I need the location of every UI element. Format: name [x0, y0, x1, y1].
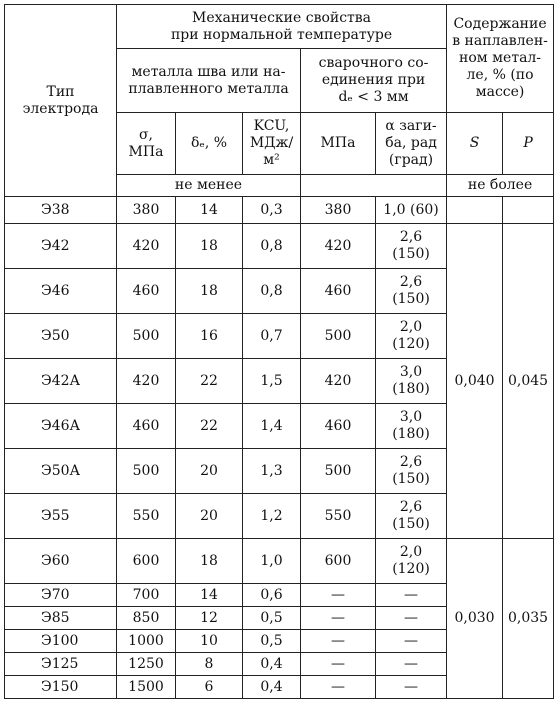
header-not-more: не более: [447, 175, 554, 197]
header-mechanical-properties: Механические свойства при нормальной температуре: [117, 5, 447, 49]
header-electrode-type: Тип электрода: [5, 5, 117, 197]
row-sigma: 700: [117, 584, 176, 607]
row-alpha: 3,0 (180): [376, 404, 447, 449]
row-mpa: —: [301, 584, 376, 607]
row-mpa: —: [301, 607, 376, 630]
row-type: Э50: [5, 314, 117, 359]
row-alpha: 3,0 (180): [376, 359, 447, 404]
row-kcu: 0,8: [243, 224, 301, 269]
row-type: Э70: [5, 584, 117, 607]
row-delta: 18: [176, 224, 243, 269]
row-sigma: 850: [117, 607, 176, 630]
row-mpa: —: [301, 653, 376, 676]
row-mpa: 380: [301, 197, 376, 224]
row-sigma: 460: [117, 269, 176, 314]
row-kcu: 0,3: [243, 197, 301, 224]
row-alpha: —: [376, 584, 447, 607]
content-sulfur-group-1: 0,040: [447, 224, 503, 539]
row-delta: 12: [176, 607, 243, 630]
row-delta: 14: [176, 197, 243, 224]
row-sigma: 1000: [117, 630, 176, 653]
header-sigma: σ, МПа: [117, 113, 176, 175]
row-alpha: 2,6 (150): [376, 494, 447, 539]
row-sigma: 500: [117, 314, 176, 359]
row-mpa: —: [301, 630, 376, 653]
row-sulfur: [447, 197, 503, 224]
header-mpa: МПа: [301, 113, 376, 175]
header-kcu: KCU, МДж/ м²: [243, 113, 301, 175]
row-kcu: 1,2: [243, 494, 301, 539]
row-alpha: —: [376, 653, 447, 676]
row-kcu: 1,3: [243, 449, 301, 494]
row-mpa: 550: [301, 494, 376, 539]
row-mpa: 420: [301, 359, 376, 404]
row-type: Э50А: [5, 449, 117, 494]
row-delta: 10: [176, 630, 243, 653]
row-alpha: 2,0 (120): [376, 539, 447, 584]
row-kcu: 0,5: [243, 630, 301, 653]
row-mpa: 460: [301, 404, 376, 449]
header-phosphorus: P: [503, 113, 554, 175]
row-sigma: 460: [117, 404, 176, 449]
row-type: Э55: [5, 494, 117, 539]
row-delta: 18: [176, 269, 243, 314]
row-sigma: 550: [117, 494, 176, 539]
row-kcu: 1,0: [243, 539, 301, 584]
row-type: Э150: [5, 676, 117, 699]
row-alpha: —: [376, 630, 447, 653]
table-row: [5, 539, 554, 584]
row-type: Э100: [5, 630, 117, 653]
row-kcu: 0,6: [243, 584, 301, 607]
row-delta: 16: [176, 314, 243, 359]
header-blank: [301, 175, 447, 197]
content-phosphorus-group-2: 0,035: [503, 539, 554, 699]
row-delta: 22: [176, 404, 243, 449]
row-alpha: —: [376, 607, 447, 630]
row-kcu: 0,7: [243, 314, 301, 359]
row-alpha: 2,6 (150): [376, 269, 447, 314]
row-type: Э46: [5, 269, 117, 314]
row-mpa: 500: [301, 449, 376, 494]
header-weld-metal: металла шва или на- плавленного металла: [117, 49, 301, 113]
row-type: Э38: [5, 197, 117, 224]
row-delta: 20: [176, 449, 243, 494]
row-alpha: 1,0 (60): [376, 197, 447, 224]
header-alpha: α заги- ба, рад (град): [376, 113, 447, 175]
row-type: Э42: [5, 224, 117, 269]
row-sigma: 1250: [117, 653, 176, 676]
row-type: Э60: [5, 539, 117, 584]
row-kcu: 0,8: [243, 269, 301, 314]
header-sulfur: S: [447, 113, 503, 175]
row-mpa: 600: [301, 539, 376, 584]
content-phosphorus-group-1: 0,045: [503, 224, 554, 539]
row-sigma: 380: [117, 197, 176, 224]
row-delta: 6: [176, 676, 243, 699]
row-sigma: 500: [117, 449, 176, 494]
header-welded-joint: сварочного со- единения при dₑ < 3 мм: [301, 49, 447, 113]
row-type: Э46А: [5, 404, 117, 449]
row-kcu: 0,4: [243, 676, 301, 699]
header-deposited-content: Содержание в наплавлен- ном метал- ле, % (по массе): [447, 5, 554, 113]
row-sigma: 420: [117, 359, 176, 404]
header-not-less: не менее: [117, 175, 301, 197]
row-mpa: 420: [301, 224, 376, 269]
row-alpha: 2,6 (150): [376, 224, 447, 269]
row-delta: 20: [176, 494, 243, 539]
row-kcu: 0,5: [243, 607, 301, 630]
row-type: Э42А: [5, 359, 117, 404]
row-delta: 14: [176, 584, 243, 607]
row-delta: 8: [176, 653, 243, 676]
row-sigma: 1500: [117, 676, 176, 699]
table-row: [5, 224, 554, 269]
header-delta: δₑ, %: [176, 113, 243, 175]
row-type: Э85: [5, 607, 117, 630]
content-sulfur-group-2: 0,030: [447, 539, 503, 699]
row-kcu: 0,4: [243, 653, 301, 676]
row-mpa: —: [301, 676, 376, 699]
row-alpha: —: [376, 676, 447, 699]
row-mpa: 460: [301, 269, 376, 314]
row-sigma: 600: [117, 539, 176, 584]
row-mpa: 500: [301, 314, 376, 359]
table-row: [5, 197, 554, 224]
row-kcu: 1,5: [243, 359, 301, 404]
row-kcu: 1,4: [243, 404, 301, 449]
electrode-properties-table: [4, 4, 554, 699]
row-delta: 22: [176, 359, 243, 404]
row-type: Э125: [5, 653, 117, 676]
row-alpha: 2,6 (150): [376, 449, 447, 494]
row-delta: 18: [176, 539, 243, 584]
row-alpha: 2,0 (120): [376, 314, 447, 359]
row-phosphorus: [503, 197, 554, 224]
row-sigma: 420: [117, 224, 176, 269]
